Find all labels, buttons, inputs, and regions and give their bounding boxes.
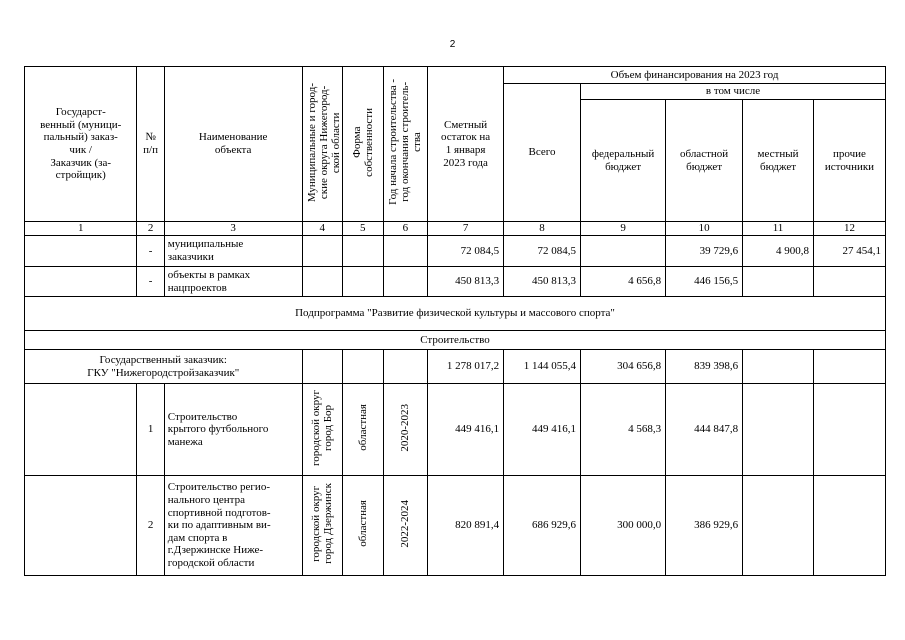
row-num: - (137, 267, 164, 297)
column-numbers-row (25, 222, 886, 236)
column-number: 9 (581, 222, 666, 236)
header-including: в том числе (581, 84, 886, 100)
cell-total: 686 929,6 (504, 476, 581, 576)
column-number: 12 (813, 222, 885, 236)
cell-local: 4 900,8 (743, 236, 814, 267)
header-funding-volume: Объем финансирования на 2023 год (504, 67, 886, 84)
cell-ownership: областная (343, 476, 384, 576)
cell-total: 72 084,5 (504, 236, 581, 267)
page-number: 2 (449, 39, 456, 50)
column-number: 5 (343, 222, 384, 236)
cell-municipality: городской округ город Бор (302, 384, 343, 476)
header-local: местный бюджет (743, 100, 814, 222)
column-number: 2 (137, 222, 164, 236)
cell-balance: 72 084,5 (428, 236, 504, 267)
row-name: Строительство регио- нального центра спортивной подготов- ки по адаптивным ви- дам спорта в г.Дзержинске Ниже- городской области (164, 476, 302, 576)
section-title: Строительство (25, 331, 886, 350)
section-row (25, 331, 886, 350)
header-estimated-balance: Сметный остаток на 1 января 2023 года (428, 67, 504, 222)
state-customer: Государственный заказчик: ГКУ "Нижегородстройзаказчик" (25, 350, 303, 384)
table-row (25, 476, 886, 576)
cell-ownership: областная (343, 384, 384, 476)
header-municipality: Муниципальные и город- ские округа Нижегород- ской области (302, 67, 343, 222)
cell-municipality: городской округ город Дзержинск (302, 476, 343, 576)
cell-total: 449 416,1 (504, 384, 581, 476)
column-number: 4 (302, 222, 343, 236)
row-name: муниципальные заказчики (164, 236, 302, 267)
subprogram-row (25, 297, 886, 331)
header-num: № п/п (137, 67, 164, 222)
cell-regional: 446 156,5 (666, 267, 743, 297)
cell-regional: 444 847,8 (666, 384, 743, 476)
cell-years: 2020-2023 (383, 384, 428, 476)
cell-regional: 386 929,6 (666, 476, 743, 576)
cell-federal: 4 656,8 (581, 267, 666, 297)
column-number: 10 (666, 222, 743, 236)
table-row (25, 236, 886, 267)
header-object-name: Наименование объекта (164, 67, 302, 222)
table-row (25, 267, 886, 297)
cell-regional: 39 729,6 (666, 236, 743, 267)
cell-local (743, 350, 814, 384)
row-num: - (137, 236, 164, 267)
header-customer: Государст- венный (муници- пальный) заказ- чик / Заказчик (за- стройщик) (25, 67, 137, 222)
header-federal: федеральный бюджет (581, 100, 666, 222)
cell-regional: 839 398,6 (666, 350, 743, 384)
header-years: Год начала строительства - год окончания строитель- ства (383, 67, 428, 222)
column-number: 7 (428, 222, 504, 236)
cell-balance: 449 416,1 (428, 384, 504, 476)
cell-other (813, 267, 885, 297)
column-number: 6 (383, 222, 428, 236)
cell-other: 27 454,1 (813, 236, 885, 267)
cell-total: 1 144 055,4 (504, 350, 581, 384)
row-num: 2 (137, 476, 164, 576)
financing-table (24, 66, 886, 576)
cell-local (743, 267, 814, 297)
cell-total: 450 813,3 (504, 267, 581, 297)
column-number: 11 (743, 222, 814, 236)
column-number: 8 (504, 222, 581, 236)
cell-other (813, 384, 885, 476)
cell-balance: 1 278 017,2 (428, 350, 504, 384)
row-num: 1 (137, 384, 164, 476)
column-number: 1 (25, 222, 137, 236)
subprogram-title: Подпрограмма "Развитие физической культуры и массового спорта" (25, 297, 886, 331)
column-number: 3 (164, 222, 302, 236)
header-other: прочие источники (813, 100, 885, 222)
cell-balance: 820 891,4 (428, 476, 504, 576)
row-name: Строительство крытого футбольного манежа (164, 384, 302, 476)
cell-balance: 450 813,3 (428, 267, 504, 297)
row-name: объекты в рамках нацпроектов (164, 267, 302, 297)
header-ownership: Форма собственности (343, 67, 384, 222)
cell-local (743, 476, 814, 576)
header-total: Всего (504, 84, 581, 222)
cell-federal: 4 568,3 (581, 384, 666, 476)
cell-local (743, 384, 814, 476)
cell-federal (581, 236, 666, 267)
cell-federal: 300 000,0 (581, 476, 666, 576)
table-row (25, 350, 886, 384)
cell-federal: 304 656,8 (581, 350, 666, 384)
header-regional: областной бюджет (666, 100, 743, 222)
table-row (25, 384, 886, 476)
cell-other (813, 476, 885, 576)
cell-other (813, 350, 885, 384)
cell-years: 2022-2024 (383, 476, 428, 576)
